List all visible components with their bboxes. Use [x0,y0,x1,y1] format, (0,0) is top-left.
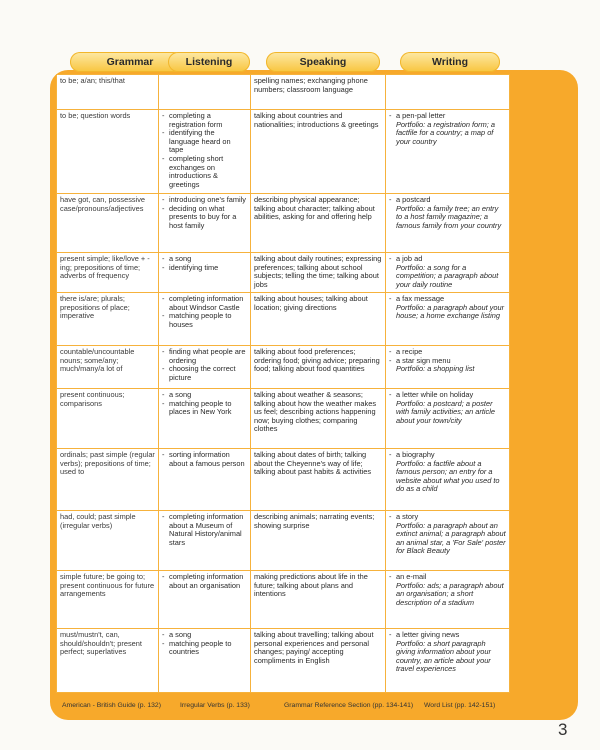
writing-cell [386,110,510,194]
listening-item: - completing short exchanges on introductions & greetings [162,155,247,189]
writing-cell [386,389,510,449]
listening-item: - completing a registration form [162,112,247,129]
writing-cell [386,571,510,629]
listening-item: - introducing one's family [162,196,247,205]
writing-item: - a fax message [389,295,506,304]
listening-item: - completing information about Windsor Castle [162,295,247,312]
portfolio-text: Portfolio: a song for a competition; a paragraph about your daily routine [396,262,499,289]
footer [62,702,512,714]
listening-item: - a song [162,255,247,264]
header-writing: Writing [400,52,500,72]
grammar-cell: simple future; be going to; present continuous for future arrangements [57,571,159,629]
header-speaking: Speaking [266,52,380,72]
writing-cell [386,253,510,293]
portfolio-text: Portfolio: a short paragraph giving information about your country, an article about your travel experiences [396,638,491,674]
listening-item: - a song [162,391,247,400]
table-row [57,75,510,110]
writing-cell [386,346,510,389]
listening-item: - a song [162,631,247,640]
writing-cell [386,511,510,571]
table-row [57,449,510,511]
listening-item: - sorting information about a famous person [162,451,247,468]
listening-cell [159,293,251,346]
writing-item: - a job ad [389,255,506,264]
table-row [57,253,510,293]
writing-item: - a letter giving news [389,631,506,640]
listening-cell [159,346,251,389]
table-row [57,346,510,389]
portfolio-text: Portfolio: a paragraph about your house; a home exchange listing [396,302,505,321]
listening-item: - completing information about an organisation [162,573,247,590]
grammar-cell: must/mustn't, can, should/shouldn't; present perfect; superlatives [57,629,159,693]
grammar-cell: have got, can, possessive case/pronouns/adjectives [57,194,159,253]
writing-item: - a story [389,513,506,522]
listening-item: - completing information about a Museum of Natural History/animal stars [162,513,247,547]
listening-item: - matching people to countries [162,640,247,657]
grammar-cell: had, could; past simple (irregular verbs) [57,511,159,571]
portfolio-text: Portfolio: a factfile about a famous person; an entry for a website about what you used to do as a child [396,458,500,494]
table-row [57,110,510,194]
listening-item: - choosing the correct picture [162,365,247,382]
column-headers [0,52,600,74]
table-row [57,194,510,253]
listening-item: - matching people to houses [162,312,247,329]
writing-item: - an e-mail [389,573,506,582]
listening-cell [159,511,251,571]
listening-cell [159,110,251,194]
grammar-cell: to be; a/an; this/that [57,75,159,110]
writing-cell [386,293,510,346]
writing-cell [386,629,510,693]
table-row [57,629,510,693]
listening-item: - identifying time [162,264,247,273]
grammar-cell: to be; question words [57,110,159,194]
writing-item: - a letter while on holiday [389,391,506,400]
speaking-cell: talking about dates of birth; talking about the Cheyenne's way of life; talking about past habits & activities [251,449,386,511]
writing-cell [386,75,510,110]
portfolio-text: Portfolio: a postcard; a poster with family activities; an article about your town/city [396,398,495,425]
table-row [57,571,510,629]
footer-wordlist: Word List (pp. 142-151) [424,702,496,709]
listening-cell [159,629,251,693]
listening-item: - deciding on what presents to buy for a host family [162,205,247,231]
portfolio-text: Portfolio: a paragraph about an extinct animal; a paragraph about an animal star, a 'For Sale' poster for Black Beauty [396,520,506,556]
speaking-cell: describing physical appearance; talking about character; talking about abilities, asking for and offering help [251,194,386,253]
speaking-cell: talking about food preferences; ordering food; giving advice; preparing food; talking about food quantities [251,346,386,389]
writing-cell [386,194,510,253]
portfolio-text: Portfolio: a family tree; an entry to a host family magazine; a famous family from your country [396,203,502,230]
table-row [57,389,510,449]
header-grammar: Grammar [70,52,190,72]
speaking-cell: describing animals; narrating events; showing surprise [251,511,386,571]
table-row [57,511,510,571]
speaking-cell: talking about travelling; talking about personal experiences and personal changes; paying/ accepting compliments in English [251,629,386,693]
page-number: 3 [558,720,568,739]
writing-item: - a recipe [389,348,506,357]
listening-item: - finding what people are ordering [162,348,247,365]
speaking-cell: talking about houses; talking about location; giving directions [251,293,386,346]
listening-cell [159,194,251,253]
speaking-cell: making predictions about life in the future; talking about plans and intentions [251,571,386,629]
grammar-cell: there is/are; plurals; prepositions of place; imperative [57,293,159,346]
listening-item: - matching people to places in New York [162,400,247,417]
listening-cell [159,571,251,629]
table-row [57,293,510,346]
writing-cell [386,449,510,511]
portfolio-text: Portfolio: a registration form; a factfile for a country; a map of your country [396,119,495,146]
listening-cell [159,75,251,110]
speaking-cell: talking about weather & seasons; talking about how the weather makes us feel; describing actions happening now; buying clothes; comparing clothes [251,389,386,449]
grammar-cell: present simple; like/love + -ing; prepositions of time; adverbs of frequency [57,253,159,293]
listening-item: - identifying the language heard on tape [162,129,247,155]
portfolio-text: Portfolio: a shopping list [396,364,475,374]
grammar-cell: present continuous; comparisons [57,389,159,449]
writing-item: - a star sign menu [389,357,506,366]
listening-cell [159,449,251,511]
writing-item: - a biography [389,451,506,460]
portfolio-text: Portfolio: ads; a paragraph about an organisation; a short description of a stadium [396,580,504,607]
footer-verbs: Irregular Verbs (p. 133) [180,702,250,709]
grammar-cell: ordinals; past simple (regular verbs); prepositions of time; used to [57,449,159,511]
speaking-cell: talking about countries and nationalities; introductions & greetings [251,110,386,194]
writing-item: - a pen-pal letter [389,112,506,121]
writing-item: - a postcard [389,196,506,205]
listening-cell [159,389,251,449]
speaking-cell: talking about daily routines; expressing preferences; talking about school subjects; telling the time; talking about jobs [251,253,386,293]
footer-reference: Grammar Reference Section (pp. 134-141) [284,702,414,709]
grammar-cell: countable/uncountable nouns; some/any; much/many/a lot of [57,346,159,389]
listening-cell [159,253,251,293]
header-listening: Listening [168,52,250,72]
footer-guide: American - British Guide (p. 132) [62,702,161,709]
syllabus-table [56,74,510,693]
speaking-cell: spelling names; exchanging phone numbers; classroom language [251,75,386,110]
